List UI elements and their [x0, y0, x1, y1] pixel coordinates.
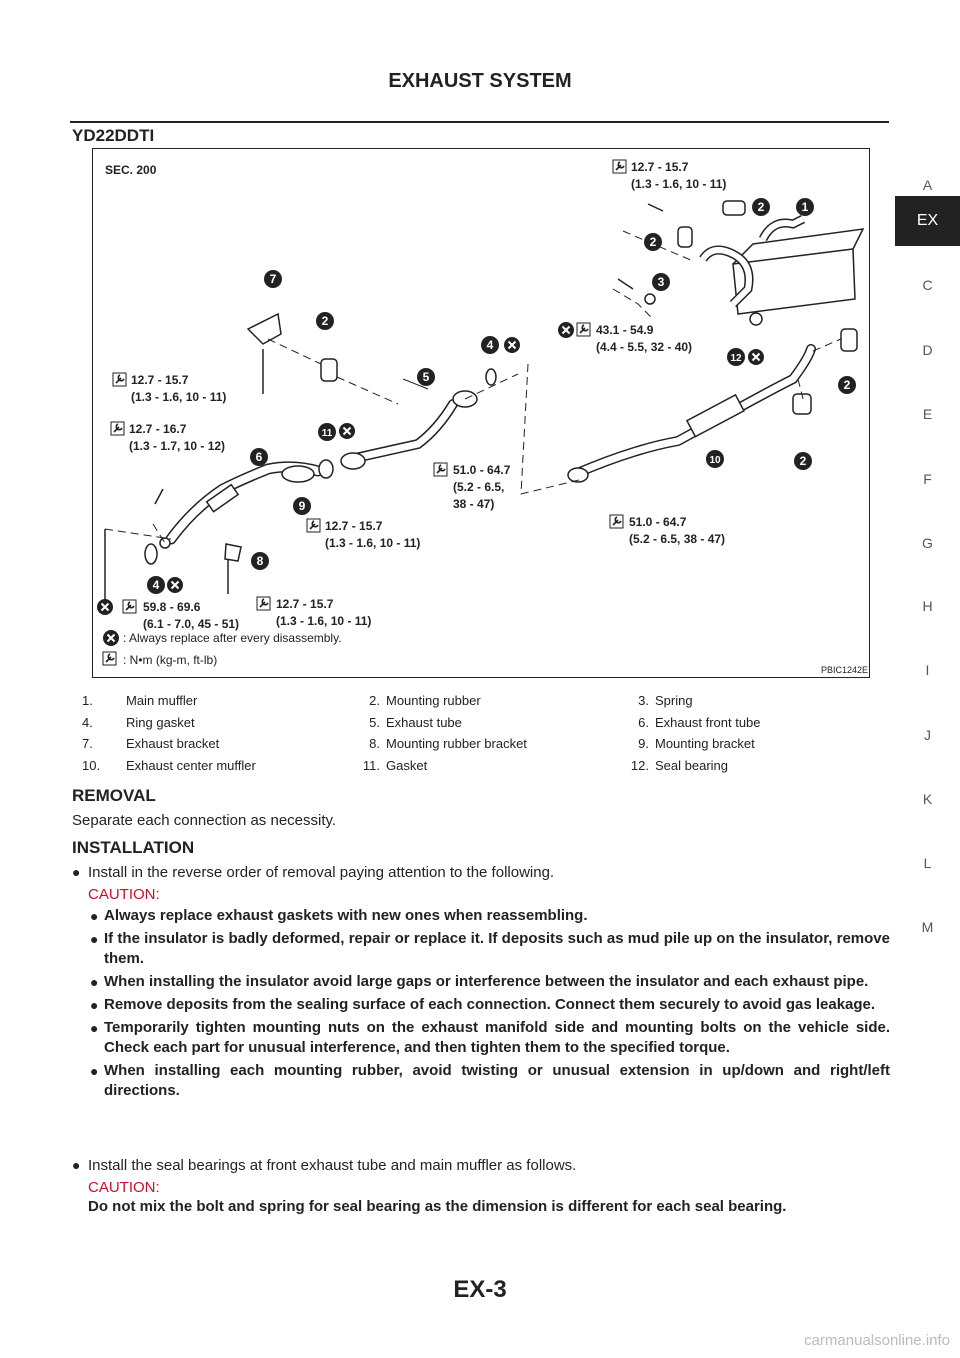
nav-item-l[interactable]: L	[923, 855, 932, 871]
exhaust-diagram-svg	[93, 149, 871, 679]
legend-row	[72, 733, 888, 755]
svg-text:4: 4	[486, 338, 494, 352]
bullet-icon: ●	[90, 1063, 99, 1079]
nav-item-j[interactable]: J	[924, 727, 931, 743]
bullet-icon: ●	[72, 864, 81, 880]
part-number: 5.	[369, 714, 380, 730]
caution-list	[90, 906, 890, 1104]
replace-mark	[167, 577, 183, 593]
legend-torque-icon	[103, 652, 116, 665]
part-name: Exhaust bracket	[126, 736, 220, 752]
callout-2c	[316, 312, 334, 330]
nav-item-ex-active[interactable]: EX	[895, 196, 960, 246]
svg-text:1: 1	[801, 200, 809, 214]
part-number: 12.	[630, 757, 649, 773]
nav-item-h[interactable]: H	[922, 598, 933, 614]
caution-item: ● When installing the insulator avoid large gaps or interference between the insulator and each exhaust pipe.	[90, 973, 869, 990]
removal-heading: REMOVAL	[72, 786, 156, 805]
nav-item-g[interactable]: G	[922, 535, 933, 551]
callout-2e	[838, 376, 856, 394]
svg-text:(1.3 - 1.6, 10 - 11): (1.3 - 1.6, 10 - 11)	[131, 390, 227, 404]
svg-text:2: 2	[321, 314, 329, 328]
legend-torque-text: : N•m (kg-m, ft-lb)	[123, 653, 218, 667]
nav-item-i[interactable]: I	[925, 662, 930, 678]
part-name: Mounting bracket	[655, 736, 755, 752]
legend-row	[72, 755, 888, 777]
callout-2a	[752, 198, 770, 216]
callout-10	[706, 450, 724, 468]
svg-text:(4.4 - 5.5, 32 - 40): (4.4 - 5.5, 32 - 40)	[596, 340, 693, 354]
svg-text:2: 2	[757, 200, 765, 214]
torque-spec	[257, 597, 371, 628]
part-name: Mounting rubber bracket	[386, 736, 527, 752]
callout-12	[727, 348, 745, 366]
callout-11	[318, 423, 336, 441]
bullet-icon: ●	[90, 974, 99, 990]
nav-item-f[interactable]: F	[923, 471, 932, 487]
part-name: Spring	[655, 693, 693, 709]
svg-text:12: 12	[730, 353, 742, 364]
parts-legend	[72, 690, 888, 776]
callout-6	[250, 448, 268, 466]
legend-replace-text: : Always replace after every disassembly.	[123, 631, 342, 645]
svg-text:12.7 - 16.7: 12.7 - 16.7	[129, 422, 187, 436]
bullet-text: Install in the reverse order of removal paying attention to the following.	[88, 864, 555, 881]
svg-text:12.7 - 15.7: 12.7 - 15.7	[325, 519, 383, 533]
replace-mark	[97, 599, 113, 615]
bullet-icon: ●	[90, 908, 99, 924]
part-number: 3.	[638, 693, 649, 709]
part-number: 8.	[369, 736, 380, 752]
page-header-title: EXHAUST SYSTEM	[388, 70, 572, 92]
callout-2d	[794, 452, 812, 470]
svg-text:12.7 - 15.7: 12.7 - 15.7	[631, 160, 689, 174]
bullet-icon: ●	[90, 1020, 99, 1036]
legend-row	[72, 690, 888, 712]
caution-label: CAUTION:	[88, 886, 160, 903]
callout-5	[417, 368, 435, 386]
legend-replace-icon	[103, 630, 119, 646]
nav-item-c[interactable]: C	[922, 277, 933, 293]
caution-text: Do not mix the bolt and spring for seal bearing as the dimension is different for each seal bearing.	[88, 1198, 787, 1215]
replace-mark	[558, 322, 574, 338]
section-title: YD22DDTI	[72, 126, 155, 145]
svg-text:59.8 - 69.6: 59.8 - 69.6	[143, 600, 201, 614]
installation-bullet	[72, 864, 890, 881]
svg-text:51.0 - 64.7: 51.0 - 64.7	[453, 463, 511, 477]
replace-mark	[504, 337, 520, 353]
torque-spec	[111, 422, 225, 453]
svg-text:(5.2 - 6.5,: (5.2 - 6.5,	[453, 480, 505, 494]
part-name: Seal bearing	[655, 757, 728, 773]
callout-4a	[481, 336, 499, 354]
torque-spec	[613, 160, 726, 191]
part-number: 1.	[82, 693, 93, 709]
svg-text:3: 3	[657, 275, 665, 289]
part-name: Gasket	[386, 757, 428, 773]
torque-spec	[113, 373, 226, 404]
svg-text:(1.3 - 1.6, 10 - 11): (1.3 - 1.6, 10 - 11)	[631, 177, 727, 191]
torque-spec	[123, 600, 239, 631]
part-name: Ring gasket	[126, 714, 195, 730]
part-number: 11.	[362, 757, 380, 773]
watermark: carmanualsonline.info	[804, 1332, 950, 1349]
svg-text:11: 11	[321, 428, 333, 439]
bullet-icon: ●	[72, 1157, 81, 1173]
torque-spec	[434, 463, 511, 511]
caution-item: ● Temporarily tighten mounting nuts on the exhaust manifold side and mounting bolts on the vehicle side. Check each part for unusual interference, and then tighten them to the specified torque.	[90, 1019, 890, 1056]
caution-item: ● If the insulator is badly deformed, repair or replace it. If deposits such as mud pile up on the insulator, remove them.	[90, 930, 890, 967]
callout-2b	[644, 233, 662, 251]
legend-row	[72, 712, 888, 734]
callout-4b	[147, 576, 165, 594]
nav-item-e[interactable]: E	[922, 406, 933, 422]
svg-text:(1.3 - 1.6, 10 - 11): (1.3 - 1.6, 10 - 11)	[276, 614, 372, 628]
part-number: 4.	[82, 714, 93, 730]
callout-8	[251, 552, 269, 570]
sec-label: SEC. 200	[105, 163, 157, 177]
part-name: Exhaust center muffler	[126, 757, 256, 773]
bullet-text: Install the seal bearings at front exhaust tube and main muffler as follows.	[88, 1157, 577, 1174]
part-name: Main muffler	[126, 693, 198, 709]
svg-text:(6.1 - 7.0, 45 - 51): (6.1 - 7.0, 45 - 51)	[143, 617, 240, 631]
header-rule	[70, 121, 889, 123]
svg-text:9: 9	[298, 499, 306, 513]
svg-text:2: 2	[799, 454, 807, 468]
svg-text:(1.3 - 1.6, 10 - 11): (1.3 - 1.6, 10 - 11)	[325, 536, 421, 550]
callout-9	[293, 497, 311, 515]
nav-item-d[interactable]: D	[922, 342, 933, 358]
center-pipe	[575, 349, 811, 474]
page-number: EX-3	[453, 1276, 507, 1303]
svg-text:5: 5	[422, 370, 430, 384]
svg-text:(1.3 - 1.7, 10 - 12): (1.3 - 1.7, 10 - 12)	[129, 439, 226, 453]
center-muffler-shape	[687, 395, 744, 437]
callout-7	[264, 270, 282, 288]
part-number: 9.	[638, 736, 649, 752]
svg-text:2: 2	[843, 378, 851, 392]
nav-item-a[interactable]: A	[922, 177, 933, 193]
torque-spec	[610, 515, 725, 546]
part-name: Mounting rubber	[386, 693, 481, 709]
exhaust-diagram	[92, 148, 870, 678]
svg-text:(5.2 - 6.5, 38 - 47): (5.2 - 6.5, 38 - 47)	[629, 532, 726, 546]
part-number: 10.	[82, 757, 101, 773]
torque-spec	[577, 323, 692, 354]
svg-text:51.0 - 64.7: 51.0 - 64.7	[629, 515, 687, 529]
part-name: Exhaust tube	[386, 714, 462, 730]
svg-text:43.1 - 54.9: 43.1 - 54.9	[596, 323, 654, 337]
bullet-icon: ●	[90, 997, 99, 1013]
svg-text:6: 6	[255, 450, 263, 464]
svg-text:10: 10	[709, 455, 721, 466]
part-number: 7.	[82, 736, 93, 752]
svg-text:8: 8	[256, 554, 264, 568]
svg-text:4: 4	[152, 578, 160, 592]
torque-spec	[307, 519, 420, 550]
removal-text: Separate each connection as necessity.	[72, 812, 337, 829]
part-number: 6.	[638, 714, 649, 730]
svg-text:7: 7	[269, 272, 277, 286]
installation-bullet	[72, 1157, 890, 1174]
callout-3	[652, 273, 670, 291]
callout-1	[796, 198, 814, 216]
replace-mark	[339, 423, 355, 439]
installation-heading: INSTALLATION	[72, 838, 195, 857]
svg-text:12.7 - 15.7: 12.7 - 15.7	[276, 597, 334, 611]
caution-item: ● Always replace exhaust gaskets with new ones when reassembling.	[90, 907, 588, 924]
nav-item-k[interactable]: K	[922, 791, 933, 807]
nav-item-m[interactable]: M	[921, 919, 934, 935]
part-name: Exhaust front tube	[655, 714, 761, 730]
caution-item: ● When installing each mounting rubber, avoid twisting or unusual extension in up/down and right/left directions.	[90, 1062, 890, 1099]
svg-text:2: 2	[649, 235, 657, 249]
replace-mark	[748, 349, 764, 365]
figure-code: PBIC1242E	[821, 665, 869, 675]
caution-item: ● Remove deposits from the sealing surface of each connection. Connect them securely to avoid gas leakage.	[90, 996, 876, 1013]
part-number: 2.	[369, 693, 380, 709]
svg-text:38 - 47): 38 - 47)	[453, 497, 495, 511]
caution-label: CAUTION:	[88, 1179, 160, 1196]
bullet-icon: ●	[90, 931, 99, 947]
svg-text:12.7 - 15.7: 12.7 - 15.7	[131, 373, 189, 387]
